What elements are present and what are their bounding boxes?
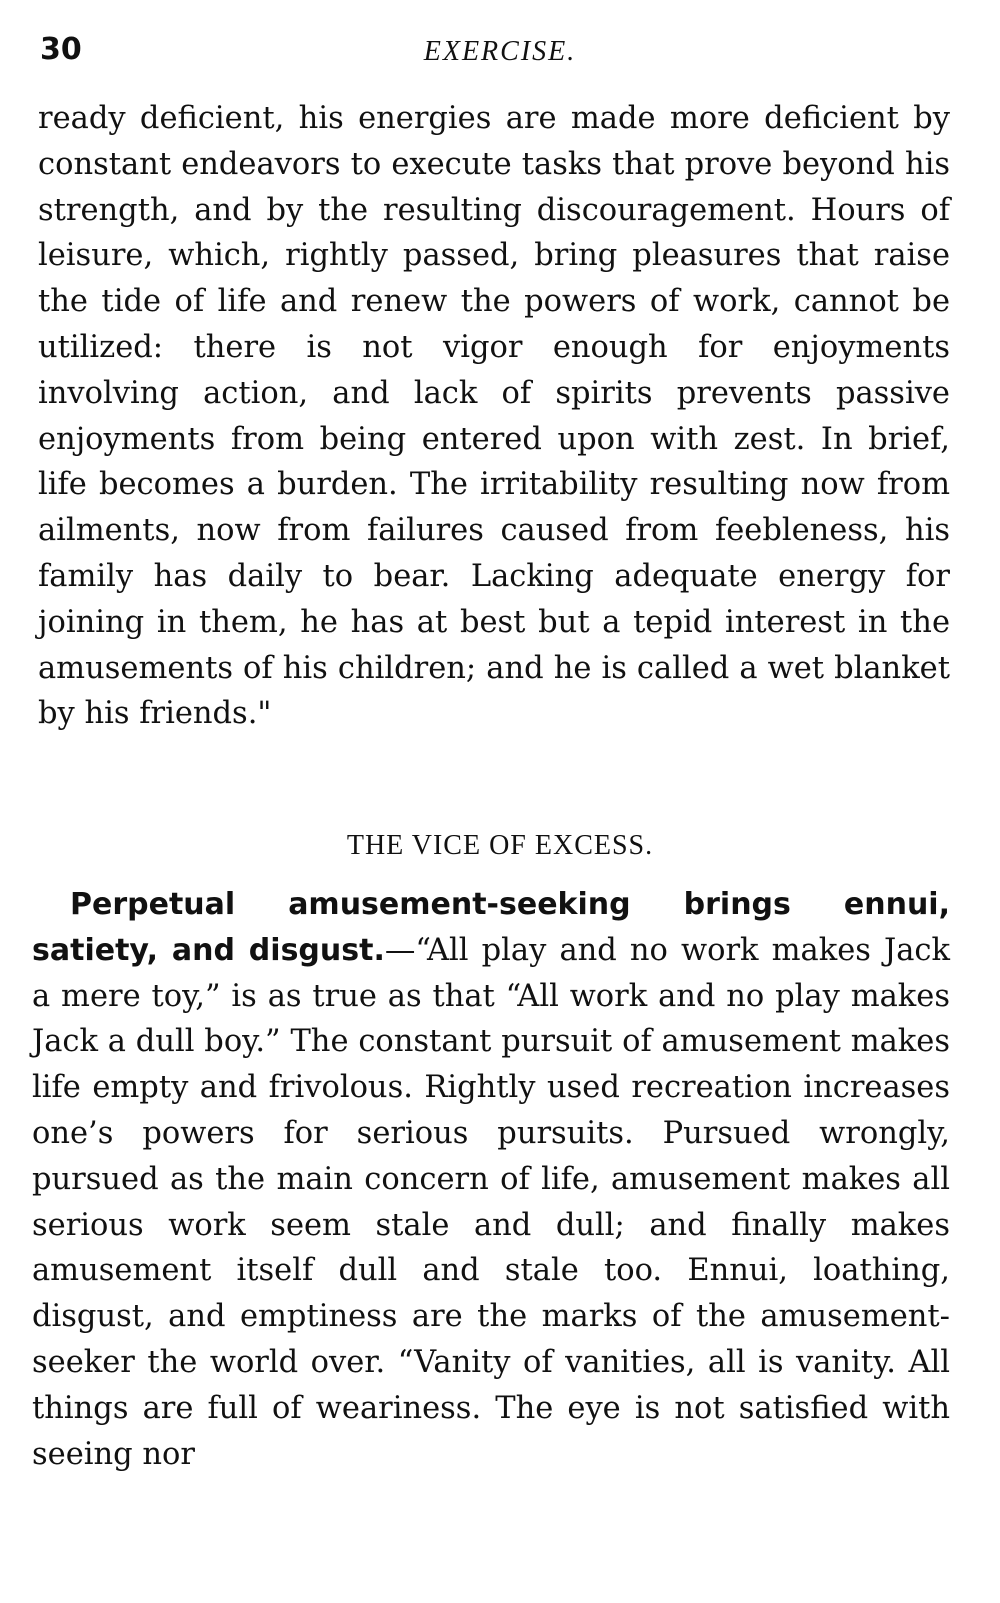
running-title: EXERCISE.: [423, 36, 577, 67]
page-number: 30: [40, 32, 82, 67]
paragraph-lead-in: Perpetual amusement-seeking brings ennui, satiety, and disgust.: [32, 887, 950, 968]
continued-paragraph: ready deficient, his energies are made more deficient by constant endeavors to execute tasks that prove beyond his strength, and by the resulting discouragement. Hours of leisure, which, rightly passed, bring pleasures that raise the tide of life and renew the powers of work, cannot be utilized: there is not vigor enough for enjoyments involving action, and lack of spirits prevents passive enjoyments from being entered upon with zest. In brief, life becomes a burden. The irritability resulting now from ailments, now from failures caused from feebleness, his family has daily to bear. Lacking adequate energy for joining in them, he has at best but a tepid interest in the amusements of his children; and he is called a wet blanket by his friends.": [38, 101, 950, 732]
running-head: [40, 28, 960, 78]
section-paragraph: [32, 882, 950, 1477]
section-heading: THE VICE OF EXCESS.: [346, 830, 654, 861]
paragraph-body: —“All play and no work makes Jack a mere toy,” is as true as that “All work and no play makes Jack a dull boy.” The constant pursuit of amusement makes life empty and frivolous. Rightly used recreation increases one’s powers for serious pursuits. Pursued wrongly, pursued as the main concern of life, amusement makes all serious work seem stale and dull; and finally makes amusement itself dull and stale too. Ennui, loathing, disgust, and emptiness are the marks of the amusement-seeker the world over. “Vanity of vanities, all is vanity. All things are full of weariness. The eye is not satisfied with seeing nor: [32, 932, 950, 1472]
